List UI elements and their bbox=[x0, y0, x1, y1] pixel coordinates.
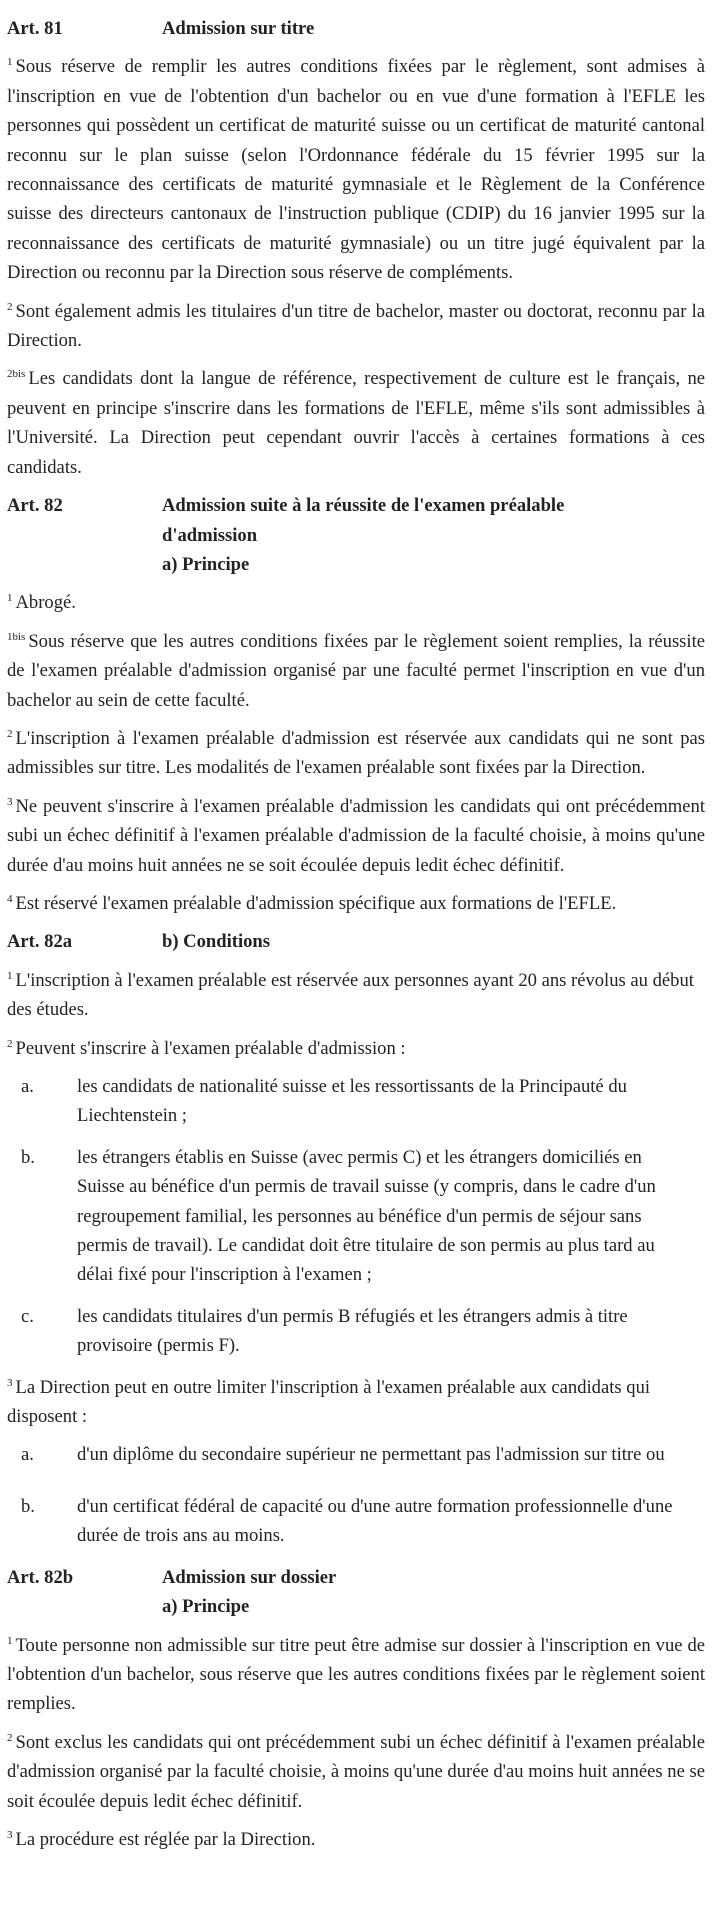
alinea-text: Peuvent s'inscrire à l'examen préalable d'admission : bbox=[15, 1037, 406, 1059]
alinea bbox=[7, 1034, 705, 1063]
alinea-text: L'inscription à l'examen préalable est réservée aux personnes ayant 20 ans révolus au début des études. bbox=[7, 969, 694, 1021]
alinea-text: Abrogé. bbox=[15, 592, 76, 614]
alinea bbox=[7, 1373, 705, 1432]
alinea bbox=[7, 889, 705, 918]
article-title-line: Admission suite à la réussite de l'examen préalable bbox=[162, 495, 565, 517]
alinea-text: Sous réserve que les autres conditions fixées par le règlement soient remplies, la réussite de l'examen préalable d'admission organisé par une faculté permet l'inscription en vue d'un bachelor au sein de cette faculté. bbox=[7, 630, 705, 711]
article-number: Art. 82b bbox=[7, 1566, 74, 1588]
alinea-text: La procédure est réglée par la Direction. bbox=[15, 1828, 316, 1850]
article-heading bbox=[7, 927, 705, 956]
article-heading bbox=[7, 14, 705, 43]
article-title-line: d'admission bbox=[162, 524, 258, 546]
list-item-letter: b. bbox=[21, 1495, 35, 1517]
article-title bbox=[162, 14, 705, 43]
list-item bbox=[7, 1440, 705, 1469]
article-82 bbox=[7, 491, 705, 918]
list-item bbox=[7, 1302, 705, 1361]
alinea bbox=[7, 724, 705, 783]
alinea-number: 1 bbox=[7, 1634, 13, 1647]
list-item-text: d'un diplôme du secondaire supérieur ne permettant pas l'admission sur titre ou bbox=[77, 1444, 665, 1466]
alinea-number: 2 bbox=[7, 1731, 13, 1744]
list-item-text: d'un certificat fédéral de capacité ou d'une autre formation professionnelle d'une durée de trois ans au moins. bbox=[77, 1495, 673, 1547]
article-title bbox=[162, 491, 705, 579]
list-item-letter: c. bbox=[21, 1305, 34, 1327]
alinea bbox=[7, 364, 705, 482]
list-item bbox=[7, 1072, 705, 1131]
alinea-number: 1bis bbox=[7, 630, 26, 643]
alinea-number: 1 bbox=[7, 56, 13, 69]
article-title-line: Admission sur dossier bbox=[162, 1566, 337, 1588]
list-item bbox=[7, 1492, 705, 1551]
list-item-letter: a. bbox=[21, 1076, 34, 1097]
alinea-text: Est réservé l'examen préalable d'admission spécifique aux formations de l'EFLE. bbox=[15, 892, 617, 914]
list-item-letter: b. bbox=[21, 1146, 35, 1168]
article-heading bbox=[7, 1563, 705, 1622]
alinea-text: La Direction peut en outre limiter l'inscription à l'examen préalable aux candidats qui disposent : bbox=[7, 1376, 651, 1428]
alinea bbox=[7, 1825, 705, 1854]
alinea-number: 1 bbox=[7, 592, 13, 605]
article-number: Art. 82a bbox=[7, 931, 73, 953]
alinea bbox=[7, 627, 705, 715]
alinea-number: 2 bbox=[7, 1037, 13, 1050]
alinea bbox=[7, 297, 705, 356]
alinea bbox=[7, 52, 705, 287]
alinea-number: 2 bbox=[7, 727, 13, 740]
alinea-text: Les candidats dont la langue de référence, respectivement de culture est le français, ne peuvent en principe s'inscrire dans les formations de l'EFLE, même s'ils sont admissibles à l'Université. La Direction peut cependant ouvrir l'accès à certaines formations à ces candidats. bbox=[7, 368, 705, 478]
alinea-text: Toute personne non admissible sur titre peut être admise sur dossier à l'inscription en vue de l'obtention d'un bachelor, sous réserve que les autres conditions fixées par le règlement soient remplies. bbox=[7, 1634, 705, 1715]
alinea bbox=[7, 1631, 705, 1719]
article-number: Art. 82 bbox=[7, 495, 63, 517]
alinea-number: 3 bbox=[7, 795, 13, 808]
enumeration-list bbox=[7, 1440, 705, 1550]
article-81 bbox=[7, 14, 705, 482]
alinea-number: 2bis bbox=[7, 368, 26, 381]
article-82a bbox=[7, 927, 705, 1550]
alinea-number: 3 bbox=[7, 1376, 13, 1389]
alinea-text: Sont également admis les titulaires d'un titre de bachelor, master ou doctorat, reconnu par la Direction. bbox=[7, 300, 705, 352]
article-subtitle: a) Principe bbox=[162, 553, 250, 575]
list-item-text: les candidats de nationalité suisse et les ressortissants de la Principauté du Liechtenstein ; bbox=[77, 1076, 627, 1127]
alinea-number: 4 bbox=[7, 892, 13, 905]
alinea-number: 2 bbox=[7, 300, 13, 313]
alinea bbox=[7, 588, 705, 617]
article-title bbox=[162, 1563, 705, 1622]
list-item-text: les étrangers établis en Suisse (avec permis C) et les étrangers domiciliés en Suisse au bénéfice d'un permis de travail suisse (y compris, dans le cadre d'un regroupement familial, les personnes au bénéfice d'un permis de séjour sans permis de travail). Le candidat doit être titulaire de son permis au plus tard au délai fixé pour l'inscription à l'examen ; bbox=[77, 1146, 656, 1286]
article-82b bbox=[7, 1563, 705, 1855]
enumeration-list bbox=[7, 1072, 705, 1361]
alinea bbox=[7, 792, 705, 880]
alinea bbox=[7, 1728, 705, 1816]
article-title-line: Admission sur titre bbox=[162, 18, 315, 39]
alinea-text: Sous réserve de remplir les autres conditions fixées par le règlement, sont admises à l'inscription en vue de l'obtention d'un bachelor ou en vue d'une formation à l'EFLE les personnes qui possèdent un certificat de maturité suisse ou un certificat de maturité cantonal reconnu sur le plan suisse (selon l'Ordonnance fédérale du 15 février 1995 sur la reconnaissance des certificats de maturité gymnasiale et le Règlement de la Conférence suisse des directeurs cantonaux de l'instruction publique (CDIP) du 16 janvier 1995 sur la reconnaissance des certificats de maturité gymnasiale) ou un titre jugé équivalent par la Direction ou reconnu par la Direction sous réserve de compléments. bbox=[7, 56, 705, 284]
article-title bbox=[162, 927, 705, 956]
article-subtitle: b) Conditions bbox=[162, 931, 270, 953]
article-number: Art. 81 bbox=[7, 18, 63, 39]
alinea-text: Ne peuvent s'inscrire à l'examen préalable d'admission les candidats qui ont précédemment subi un échec définitif à l'examen préalable d'admission de la faculté choisie, à moins qu'une durée d'au moins huit années ne se soit écoulée depuis ledit échec définitif. bbox=[7, 795, 705, 876]
list-item-letter: a. bbox=[21, 1444, 34, 1466]
article-heading bbox=[7, 491, 705, 579]
alinea-number: 3 bbox=[7, 1828, 13, 1841]
alinea-number: 1 bbox=[7, 969, 13, 982]
list-item-text: les candidats titulaires d'un permis B réfugiés et les étrangers admis à titre provisoire (permis F). bbox=[77, 1305, 628, 1357]
article-subtitle: a) Principe bbox=[162, 1596, 250, 1618]
alinea-text: Sont exclus les candidats qui ont précédemment subi un échec définitif à l'examen préalable d'admission organisé par la faculté choisie, à moins qu'une durée d'au moins huit années ne se soit écoulée depuis ledit échec définitif. bbox=[7, 1731, 705, 1812]
list-item bbox=[7, 1143, 705, 1290]
alinea bbox=[7, 966, 705, 1025]
alinea-text: L'inscription à l'examen préalable d'admission est réservée aux candidats qui ne sont pas admissibles sur titre. Les modalités de l'examen préalable sont fixées par la Direction. bbox=[7, 727, 705, 779]
